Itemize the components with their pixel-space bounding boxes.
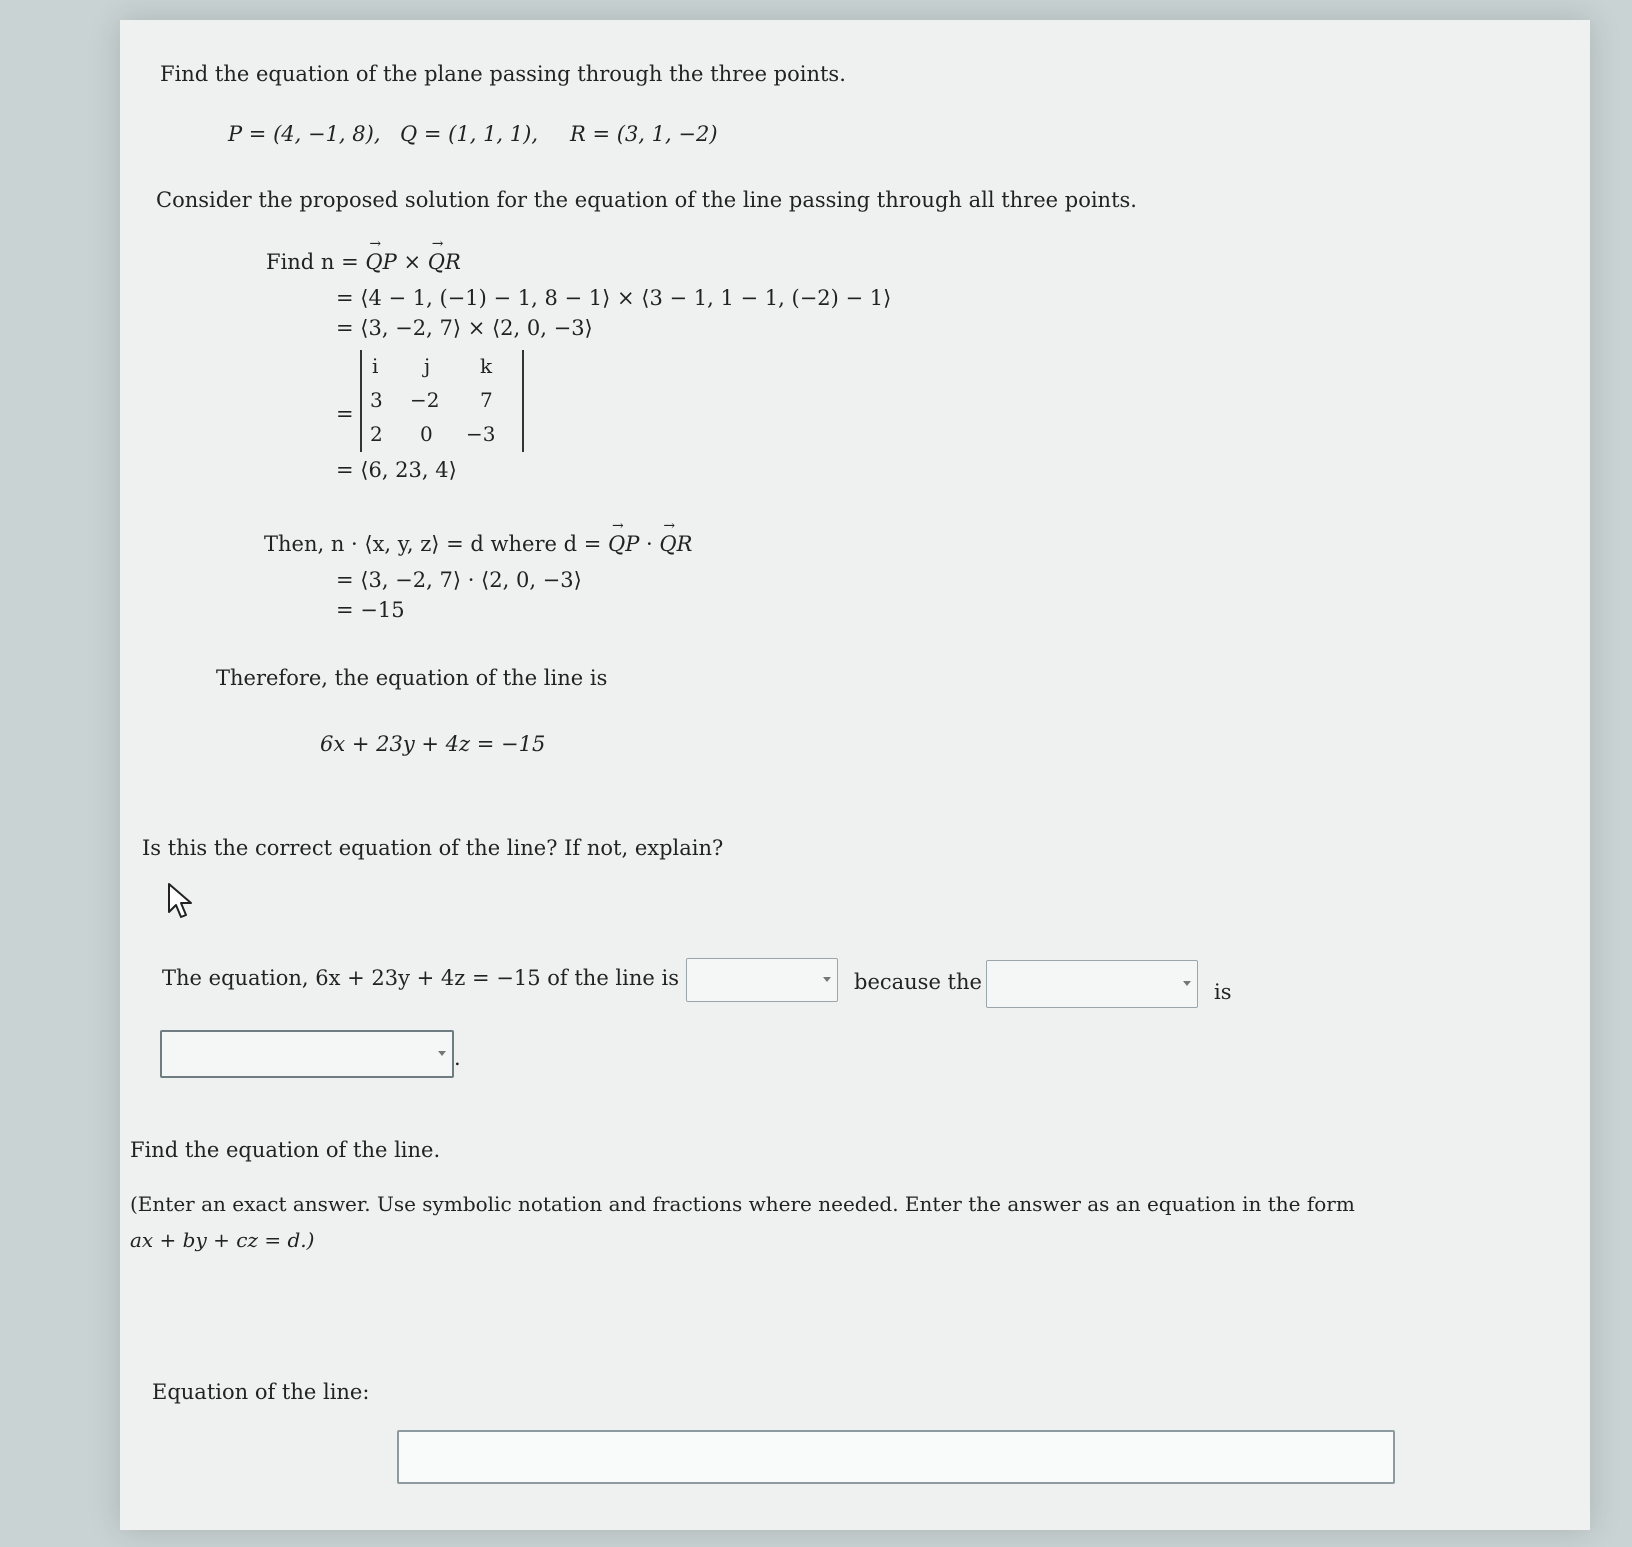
proposed-equation: 6x + 23y + 4z = −15 bbox=[320, 732, 546, 756]
det-cell: k bbox=[480, 354, 493, 378]
det-cell: j bbox=[424, 354, 431, 378]
det-cell: 0 bbox=[420, 422, 433, 446]
d-step-1: = ⟨3, −2, 7⟩ · ⟨2, 0, −3⟩ bbox=[336, 568, 582, 592]
then-line bbox=[264, 532, 692, 556]
dot-symbol: · bbox=[646, 532, 653, 556]
reason-subject-dropdown[interactable] bbox=[986, 960, 1198, 1008]
answer-label: Equation of the line: bbox=[152, 1380, 370, 1404]
point-Q: Q = (1, 1, 1), bbox=[400, 122, 539, 146]
det-cell: 3 bbox=[370, 388, 383, 412]
det-cell: i bbox=[372, 354, 379, 378]
problem-page bbox=[120, 20, 1590, 1530]
determinant-equals: = bbox=[336, 402, 354, 426]
find-n-label: Find n = bbox=[266, 250, 359, 274]
answer-sentence-part2: because the bbox=[854, 970, 982, 994]
vector-QP: → QP bbox=[608, 532, 639, 556]
chevron-down-icon bbox=[1183, 981, 1191, 986]
d-step-2: = −15 bbox=[336, 598, 405, 622]
reason-dropdown[interactable] bbox=[160, 1030, 454, 1078]
mouse-pointer-icon bbox=[167, 882, 197, 922]
vector-QP: → QP bbox=[365, 250, 396, 274]
question-prompt: Is this the correct equation of the line? If not, explain? bbox=[142, 836, 724, 860]
part2-heading: Find the equation of the line. bbox=[130, 1138, 441, 1162]
then-label: Then, n · ⟨x, y, z⟩ = d where d = bbox=[264, 532, 602, 556]
det-cell: −3 bbox=[466, 422, 496, 446]
find-n-line bbox=[266, 250, 461, 274]
answer-sentence-part3: is bbox=[1214, 980, 1232, 1004]
vector-QR: → QR bbox=[428, 250, 461, 274]
det-cell: 7 bbox=[480, 388, 493, 412]
det-cell: 2 bbox=[370, 422, 383, 446]
answer-sentence-end: . bbox=[454, 1046, 461, 1070]
cross-symbol: × bbox=[403, 250, 422, 274]
chevron-down-icon bbox=[438, 1051, 446, 1056]
chevron-down-icon bbox=[823, 977, 831, 982]
solution-step-2: = ⟨3, −2, 7⟩ × ⟨2, 0, −3⟩ bbox=[336, 316, 593, 340]
determinant-matrix bbox=[360, 350, 524, 452]
correctness-dropdown[interactable] bbox=[686, 958, 838, 1002]
part2-instructions-line1: (Enter an exact answer. Use symbolic notation and fractions where needed. Enter the answer as an equation in the form bbox=[130, 1192, 1355, 1216]
consider-statement: Consider the proposed solution for the equation of the line passing through all three points. bbox=[156, 188, 1137, 212]
therefore-statement: Therefore, the equation of the line is bbox=[216, 666, 608, 690]
vector-QR: → QR bbox=[659, 532, 692, 556]
normal-vector-result: = ⟨6, 23, 4⟩ bbox=[336, 458, 457, 482]
point-P: P = (4, −1, 8), bbox=[228, 122, 381, 146]
point-R: R = (3, 1, −2) bbox=[570, 122, 718, 146]
det-cell: −2 bbox=[410, 388, 440, 412]
solution-step-1: = ⟨4 − 1, (−1) − 1, 8 − 1⟩ × ⟨3 − 1, 1 − 1, (−2) − 1⟩ bbox=[336, 286, 892, 310]
equation-answer-input[interactable] bbox=[397, 1430, 1395, 1484]
part2-instructions-line2: ax + by + cz = d.) bbox=[130, 1228, 315, 1252]
problem-intro: Find the equation of the plane passing through the three points. bbox=[160, 62, 846, 86]
answer-sentence-part1: The equation, 6x + 23y + 4z = −15 of the line is bbox=[162, 966, 679, 990]
